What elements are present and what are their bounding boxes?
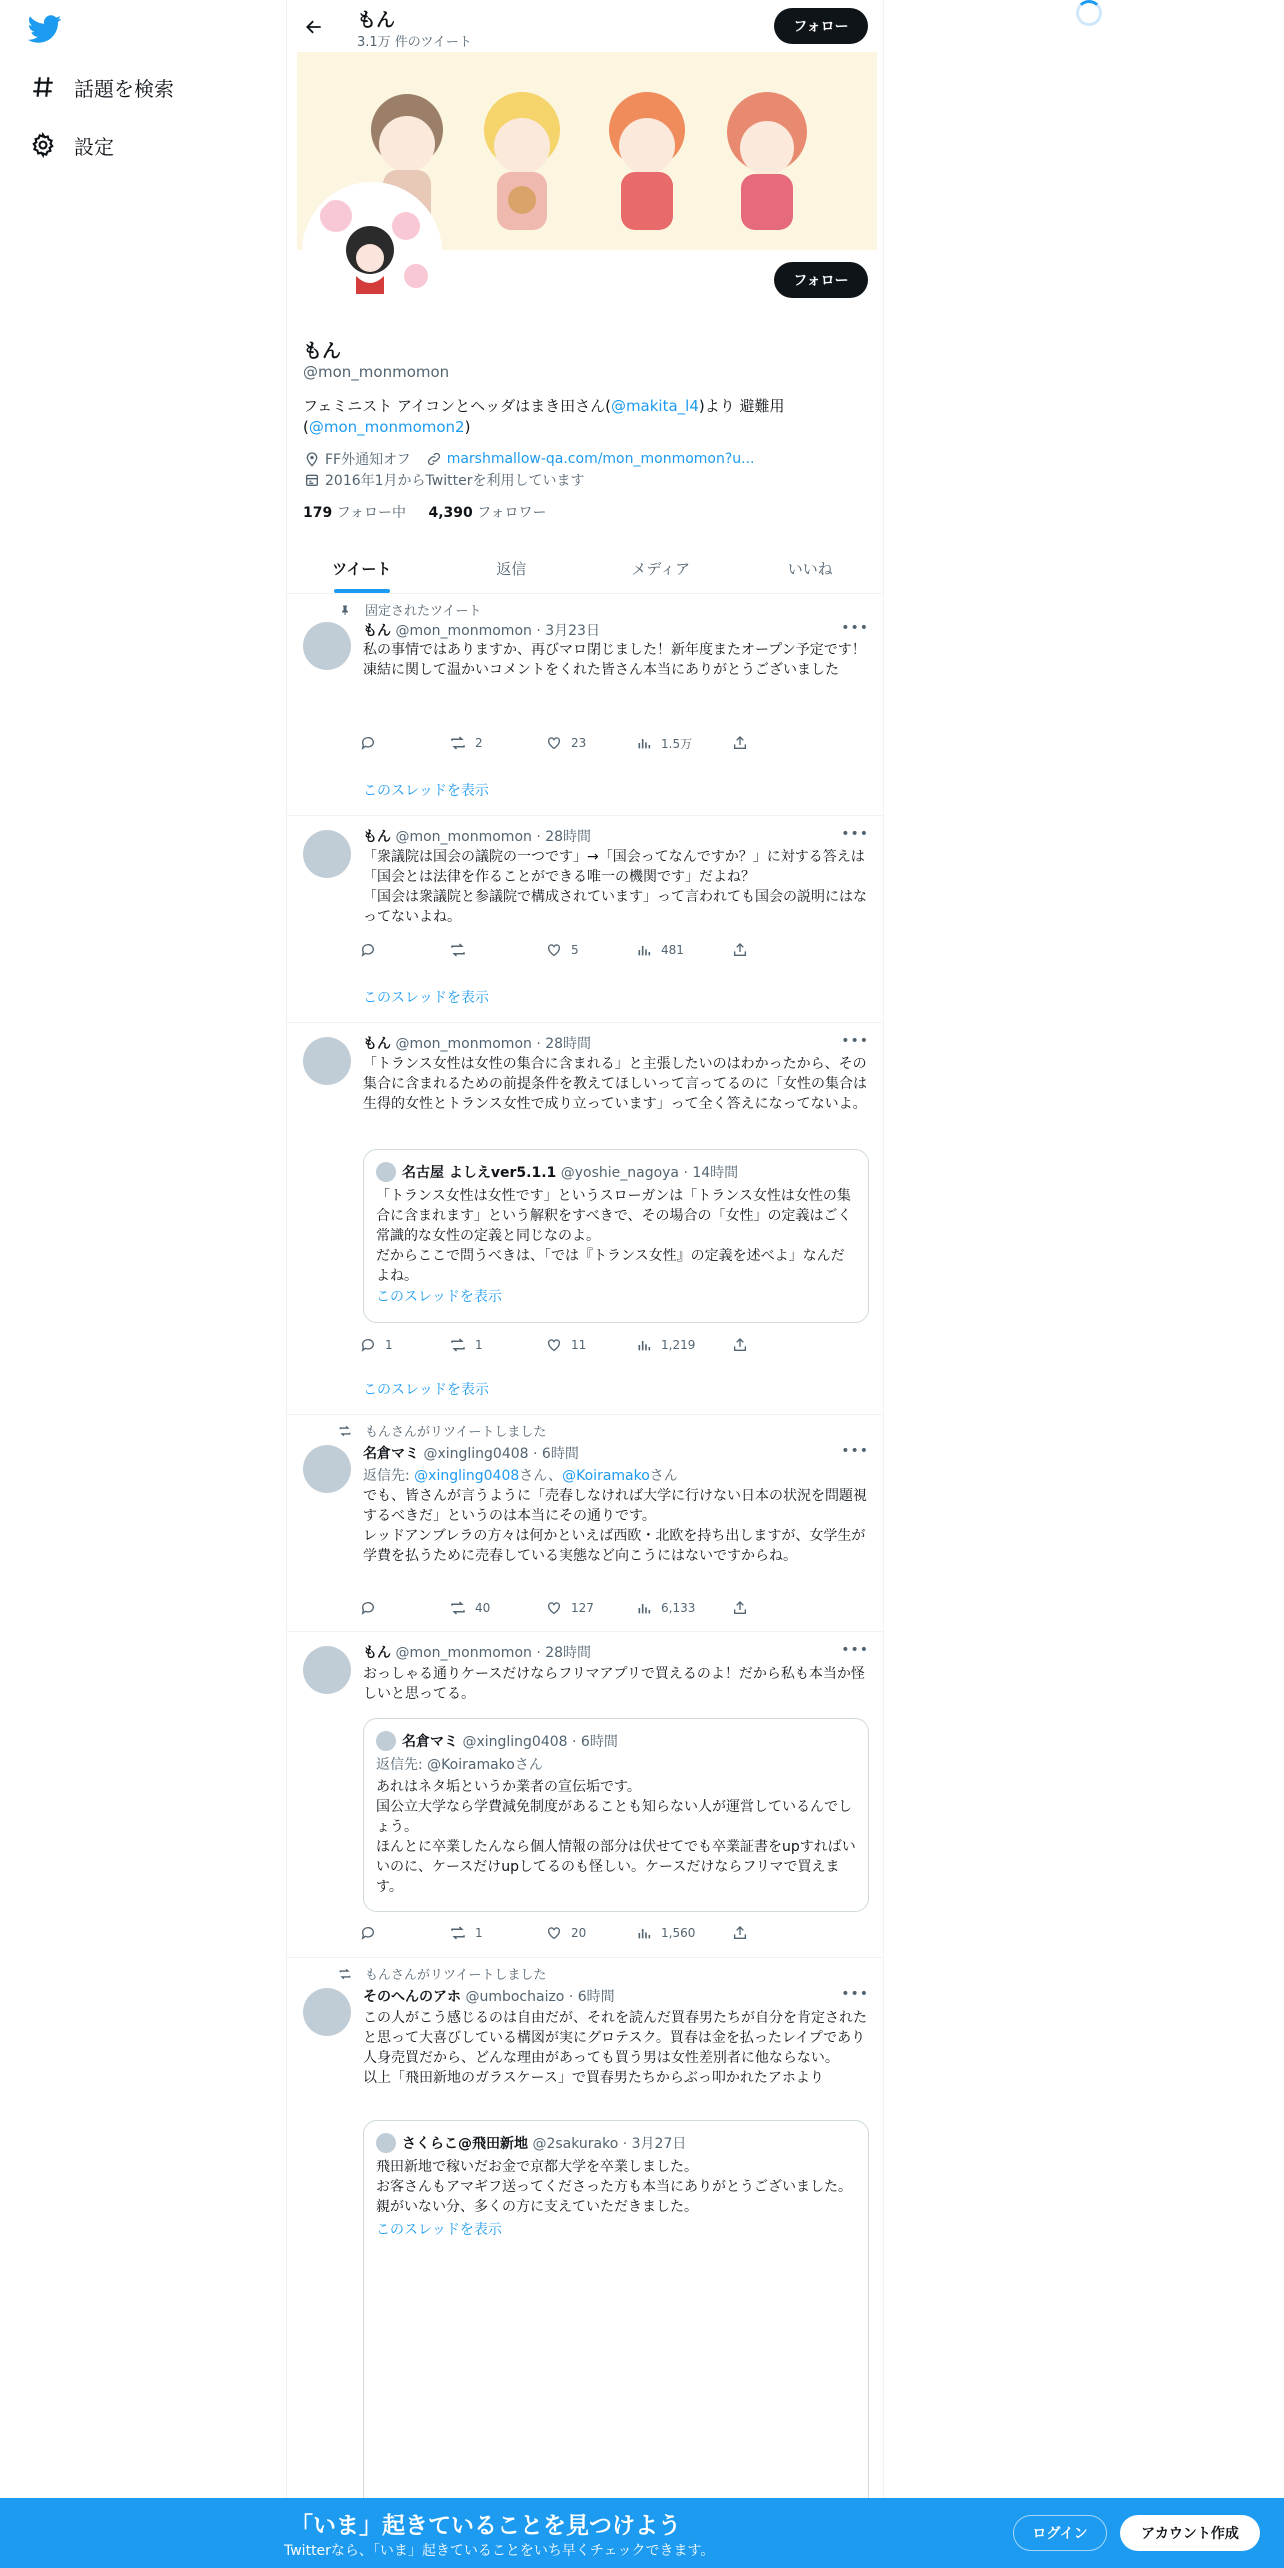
- profile-joined-row: [303, 470, 584, 490]
- share-button[interactable]: [731, 1599, 757, 1617]
- quote-header: [402, 1731, 618, 1751]
- profile-header-bar: [287, 0, 884, 52]
- following-label: フォロー中: [336, 505, 406, 521]
- tweet-text: 「トランス女性は女性の集合に含まれる」と主張したいのはわかったから、その集合に含まれるための前提条件を教えてほしいって言ってるのに「女性の集合は生得的女性とトランス女性で成り立っています」って全く答えになってないよ。: [363, 1056, 867, 1112]
- tweet-context: [337, 1421, 546, 1440]
- retweet-count: 40: [475, 1601, 491, 1615]
- nav-settings[interactable]: [28, 120, 114, 170]
- quote-text: 「トランス女性は女性です」というスローガンは「トランス女性は女性の集合に含まれます」という解釈をすべきで、その場合の「女性」の定義はごく常識的な女性の定義と同じなのよ。 だからここで問うべきは、「では『トランス女性』の定義を述べよ」なんだよね。: [376, 1188, 852, 1284]
- retweet-icon: [449, 1599, 467, 1617]
- quote-header: [402, 2133, 686, 2153]
- share-icon: [731, 941, 749, 959]
- like-button[interactable]: [545, 1336, 586, 1354]
- profile-follow-button[interactable]: フォロー: [774, 262, 868, 298]
- reply-icon: [359, 941, 377, 959]
- tweet-actions: [359, 1336, 799, 1356]
- location-icon: [303, 450, 321, 468]
- reply-icon: [359, 734, 377, 752]
- tweet-header: [363, 1642, 591, 1662]
- link-icon: [425, 450, 443, 468]
- views-count: 1,560: [661, 1926, 696, 1940]
- quote-author-name: 名倉マミ: [402, 1734, 458, 1750]
- tab-likes[interactable]: いいね: [787, 560, 833, 578]
- tweet-actions: [359, 734, 799, 754]
- retweet-icon: [449, 941, 467, 959]
- views-count: 481: [661, 943, 684, 957]
- tweet-item[interactable]: [287, 1632, 884, 1958]
- nav-explore-label: 話題を検索: [74, 76, 174, 101]
- gear-icon: [28, 130, 58, 160]
- retweet-count: 2: [475, 736, 483, 750]
- views-button[interactable]: [635, 1599, 695, 1617]
- quote-text: あれはネタ垢というか業者の宣伝垢です。 国公立大学なら学費減免制度があることも知らない人が運営しているんでしょう。 ほんとに卒業したんなら個人情報の部分は伏せてでも卒業証書をupすればいいのに、ケースだけupしてるのも怪しい。ケースだけならフリマで買えます。: [376, 1779, 856, 1895]
- tweet-text: この人がこう感じるのは自由だが、それを読んだ買春男たちが自分を肯定されたと思って大喜びしている構図が実にグロテスク。買春は金を払ったレイプであり人身売買だから、どんな理由があっても買う男は女性差別者に他ならない。 以上「飛田新地のガラスケース」で買春男たちからぶっ叩かれたアホより: [363, 2010, 867, 2086]
- avatar[interactable]: [303, 1445, 351, 1493]
- tweet-meta: @mon_monmomon · 28時間: [395, 1645, 592, 1661]
- reply-button[interactable]: [359, 1924, 385, 1942]
- heart-icon: [545, 1336, 563, 1354]
- avatar[interactable]: [303, 622, 351, 670]
- views-icon: [635, 941, 653, 959]
- views-icon: [635, 1924, 653, 1942]
- twitter-logo-icon[interactable]: [28, 12, 62, 46]
- tweet-text: でも、皆さんが言うように「売春しなければ大学に行けない日本の状況を問題視するべきだ」というのは本当にその通りです。 レッドアンブレラの方々は何かといえば西欧・北欧を持ち出しますが、女学生が学費を払うために売春している実態など向こうにはないですからね。: [363, 1488, 867, 1564]
- reply-button[interactable]: [359, 1599, 385, 1617]
- retweet-count: 1: [475, 1338, 483, 1352]
- quote-reply-to: 返信先: @Koiramakoさん: [376, 1757, 543, 1773]
- tweet-meta: @mon_monmomon · 28時間: [395, 1036, 592, 1052]
- retweet-icon: [449, 734, 467, 752]
- retweet-button[interactable]: [449, 1599, 490, 1617]
- reply-to-mention[interactable]: @Koiramako: [562, 1468, 650, 1484]
- header-follow-button[interactable]: フォロー: [774, 8, 868, 44]
- hashtag-icon: [28, 72, 58, 102]
- tweet-context: [337, 600, 481, 619]
- tweet-author-name[interactable]: そのへんのアホ: [363, 1989, 461, 2005]
- more-icon[interactable]: •••: [841, 1033, 869, 1049]
- share-icon: [731, 1924, 749, 1942]
- bio-text: フェミニスト アイコンとヘッダはまき田さん(: [303, 397, 611, 415]
- show-thread-link[interactable]: このスレッドを表示: [363, 990, 489, 1006]
- reply-count: 1: [385, 1338, 393, 1352]
- followers-label: フォロワー: [477, 505, 547, 521]
- tweet-item[interactable]: [287, 1415, 884, 1632]
- quoted-tweet[interactable]: [363, 1718, 869, 1912]
- more-icon[interactable]: •••: [841, 1986, 869, 2002]
- tweet-text: 私の事情ではありますか、再びマロ閉じました！新年度またオープン予定です！ 凍結に関して温かいコメントをくれた皆さん本当にありがとうございました: [363, 642, 866, 678]
- bio-text: )より 避難用(: [303, 397, 785, 436]
- profile-bio: [303, 396, 863, 438]
- bottom-bar-title: 「いま」起きていることを見つけよう: [290, 2513, 681, 2539]
- tweet-item[interactable]: [287, 1023, 884, 1415]
- tweet-header: [363, 1033, 591, 1053]
- avatar[interactable]: [303, 1646, 351, 1694]
- nav-explore[interactable]: [28, 62, 174, 112]
- tweet-header: [363, 826, 591, 846]
- tweet-author-name[interactable]: もん: [363, 623, 391, 639]
- calendar-icon: [303, 471, 321, 489]
- heart-icon: [545, 734, 563, 752]
- quote-text: 飛田新地で稼いだお金で京都大学を卒業しました。 お客さんもアマギフ送ってくださった方も本当にありがとうございました。親がいない分、多くの方に支えていただきました。: [376, 2159, 852, 2215]
- share-button[interactable]: [731, 1924, 757, 1942]
- share-icon: [731, 1599, 749, 1617]
- bio-text: ): [464, 418, 471, 436]
- tweet-actions: [359, 941, 799, 961]
- retweet-button[interactable]: [449, 734, 483, 752]
- tweet-actions: [359, 1924, 799, 1944]
- heart-icon: [545, 941, 563, 959]
- profile-name: もん: [303, 340, 342, 362]
- like-count: 127: [571, 1601, 594, 1615]
- heart-icon: [545, 1924, 563, 1942]
- nav-settings-label: 設定: [74, 134, 114, 159]
- views-button[interactable]: [635, 941, 684, 959]
- tweet-header: [363, 1986, 615, 2006]
- share-button[interactable]: [731, 1336, 757, 1354]
- like-count: 11: [571, 1338, 587, 1352]
- tweet-context-label[interactable]: もんさんがリツイートしました: [365, 1968, 547, 1983]
- tab-replies[interactable]: 返信: [496, 560, 527, 578]
- profile-avatar[interactable]: [302, 182, 442, 322]
- followers-link[interactable]: [428, 505, 546, 521]
- show-thread-link[interactable]: このスレッドを表示: [363, 1382, 489, 1398]
- share-button[interactable]: [731, 941, 757, 959]
- tweet-meta: @mon_monmomon · 28時間: [395, 829, 592, 845]
- like-button[interactable]: [545, 1599, 594, 1617]
- more-icon[interactable]: •••: [841, 1642, 869, 1658]
- profile-url[interactable]: marshmallow-qa.com/mon_monmomon?u...: [446, 451, 755, 467]
- heart-icon: [545, 1599, 563, 1617]
- retweet-count: 1: [475, 1926, 483, 1940]
- tab-tweets[interactable]: ツイート: [287, 544, 437, 593]
- loading-spinner-icon: [1076, 0, 1102, 26]
- like-button[interactable]: [545, 941, 579, 959]
- profile-tabs: [287, 544, 884, 594]
- retweet-context-icon: [337, 1423, 353, 1439]
- like-count: 20: [571, 1926, 587, 1940]
- share-button[interactable]: [731, 734, 757, 752]
- avatar: [376, 1731, 396, 1751]
- views-icon: [635, 1336, 653, 1354]
- reply-to-mention[interactable]: @xingling0408: [414, 1468, 520, 1484]
- share-icon: [731, 734, 749, 752]
- tweet-meta: @xingling0408 · 6時間: [423, 1446, 579, 1462]
- reply-button[interactable]: [359, 734, 385, 752]
- pin-icon: [337, 602, 353, 618]
- retweet-icon: [449, 1924, 467, 1942]
- reply-to-label: さん、: [519, 1468, 563, 1484]
- back-arrow-icon[interactable]: [299, 12, 329, 42]
- show-thread-link[interactable]: このスレッドを表示: [363, 783, 489, 799]
- tab-media[interactable]: メディア: [631, 560, 691, 578]
- left-nav: [0, 0, 286, 2568]
- following-count: 179: [303, 505, 333, 521]
- quote-author-name: さくらこ@飛田新地: [402, 2136, 528, 2152]
- profile-handle: @mon_monmomon: [303, 363, 450, 381]
- tweet-header: [363, 1443, 579, 1463]
- more-icon[interactable]: •••: [841, 826, 869, 842]
- avatar[interactable]: [303, 1037, 351, 1085]
- quoted-tweet[interactable]: [363, 1149, 869, 1323]
- tweet-author-name[interactable]: もん: [363, 1645, 391, 1661]
- reply-icon: [359, 1924, 377, 1942]
- like-count: 23: [571, 736, 587, 750]
- quote-meta: @xingling0408 · 6時間: [462, 1734, 618, 1750]
- avatar: [376, 2133, 396, 2153]
- signup-button[interactable]: アカウント作成: [1120, 2515, 1260, 2551]
- tweet-context-label[interactable]: もんさんがリツイートしました: [365, 1425, 547, 1440]
- quote-show-thread-link[interactable]: このスレッドを表示: [376, 1289, 502, 1305]
- tweet-item[interactable]: [287, 1958, 884, 2568]
- like-count: 5: [571, 943, 579, 957]
- quote-author-name: 名古屋 よしえver5.1.1: [402, 1165, 557, 1181]
- tweet-author-name[interactable]: 名倉マミ: [363, 1446, 419, 1462]
- follow-stats: [303, 502, 547, 522]
- reply-to: [363, 1465, 678, 1485]
- bio-mention-link[interactable]: @mon_monmomon2: [308, 418, 465, 436]
- reply-to-label: 返信先:: [363, 1468, 415, 1484]
- views-button[interactable]: [635, 1924, 695, 1942]
- tweet-item[interactable]: [287, 594, 884, 816]
- views-count: 1.5万: [661, 736, 693, 751]
- retweet-icon: [449, 1336, 467, 1354]
- signup-bottom-bar: [0, 2498, 1284, 2568]
- profile-location: FF外通知オフ: [325, 452, 411, 468]
- share-icon: [731, 1336, 749, 1354]
- retweet-context-icon: [337, 1966, 353, 1982]
- quote-header: [402, 1162, 738, 1182]
- avatar[interactable]: [303, 830, 351, 878]
- views-button[interactable]: [635, 734, 692, 752]
- tweet-meta: @mon_monmomon · 3月23日: [395, 623, 600, 639]
- following-link[interactable]: [303, 505, 406, 521]
- tweet-header: [363, 620, 600, 640]
- quote-meta: @2sakurako · 3月27日: [532, 2136, 687, 2152]
- profile-joined: 2016年1月からTwitterを利用しています: [325, 473, 585, 489]
- views-icon: [635, 734, 653, 752]
- more-icon[interactable]: •••: [841, 1443, 869, 1459]
- tweet-meta: @umbochaizo · 6時間: [465, 1989, 615, 2005]
- like-button[interactable]: [545, 734, 586, 752]
- bottom-bar-subtitle: Twitterなら、「いま」起きていることをいち早くチェックできます。: [284, 2543, 715, 2559]
- tweet-text: 「衆議院は国会の議院の一つです」→「国会ってなんですか？」に対する答えは「国会とは法律を作ることができる唯一の機関です」だよね？ 「国会は衆議院と参議院で構成されています」って言われても国会の説明にはなってないよね。: [363, 849, 867, 925]
- avatar: [376, 1162, 396, 1182]
- tweet-author-name[interactable]: もん: [363, 829, 391, 845]
- profile-meta-row: [303, 449, 755, 469]
- header-name: もん: [357, 9, 396, 31]
- views-icon: [635, 1599, 653, 1617]
- views-count: 1,219: [661, 1338, 696, 1352]
- reply-icon: [359, 1599, 377, 1617]
- views-count: 6,133: [661, 1601, 696, 1615]
- bio-mention-link[interactable]: @makita_l4: [610, 397, 699, 415]
- avatar[interactable]: [303, 1988, 351, 2036]
- tweet-text: おっしゃる通りケースだけならフリマアプリで買えるのよ！だから私も本当か怪しいと思ってる。: [363, 1666, 865, 1702]
- header-tweet-count: 3.1万 件のツイート: [357, 35, 472, 50]
- tweet-context-label: 固定されたツイート: [365, 604, 482, 619]
- tweet-item[interactable]: [287, 816, 884, 1023]
- tweet-context: [337, 1964, 546, 1983]
- views-button[interactable]: [635, 1336, 695, 1354]
- tweet-author-name[interactable]: もん: [363, 1036, 391, 1052]
- reply-button[interactable]: [359, 1336, 393, 1354]
- retweet-button[interactable]: [449, 941, 475, 959]
- more-icon[interactable]: •••: [841, 620, 869, 636]
- tweet-actions: [359, 1599, 799, 1619]
- main-column: [286, 0, 884, 2568]
- followers-count: 4,390: [428, 505, 473, 521]
- reply-to-label: さん: [649, 1468, 678, 1484]
- retweet-button[interactable]: [449, 1336, 483, 1354]
- reply-button[interactable]: [359, 941, 385, 959]
- login-button[interactable]: ログイン: [1013, 2515, 1107, 2551]
- quote-meta: @yoshie_nagoya · 14時間: [560, 1165, 739, 1181]
- quote-show-thread-link[interactable]: このスレッドを表示: [376, 2222, 502, 2238]
- reply-icon: [359, 1336, 377, 1354]
- retweet-button[interactable]: [449, 1924, 483, 1942]
- like-button[interactable]: [545, 1924, 586, 1942]
